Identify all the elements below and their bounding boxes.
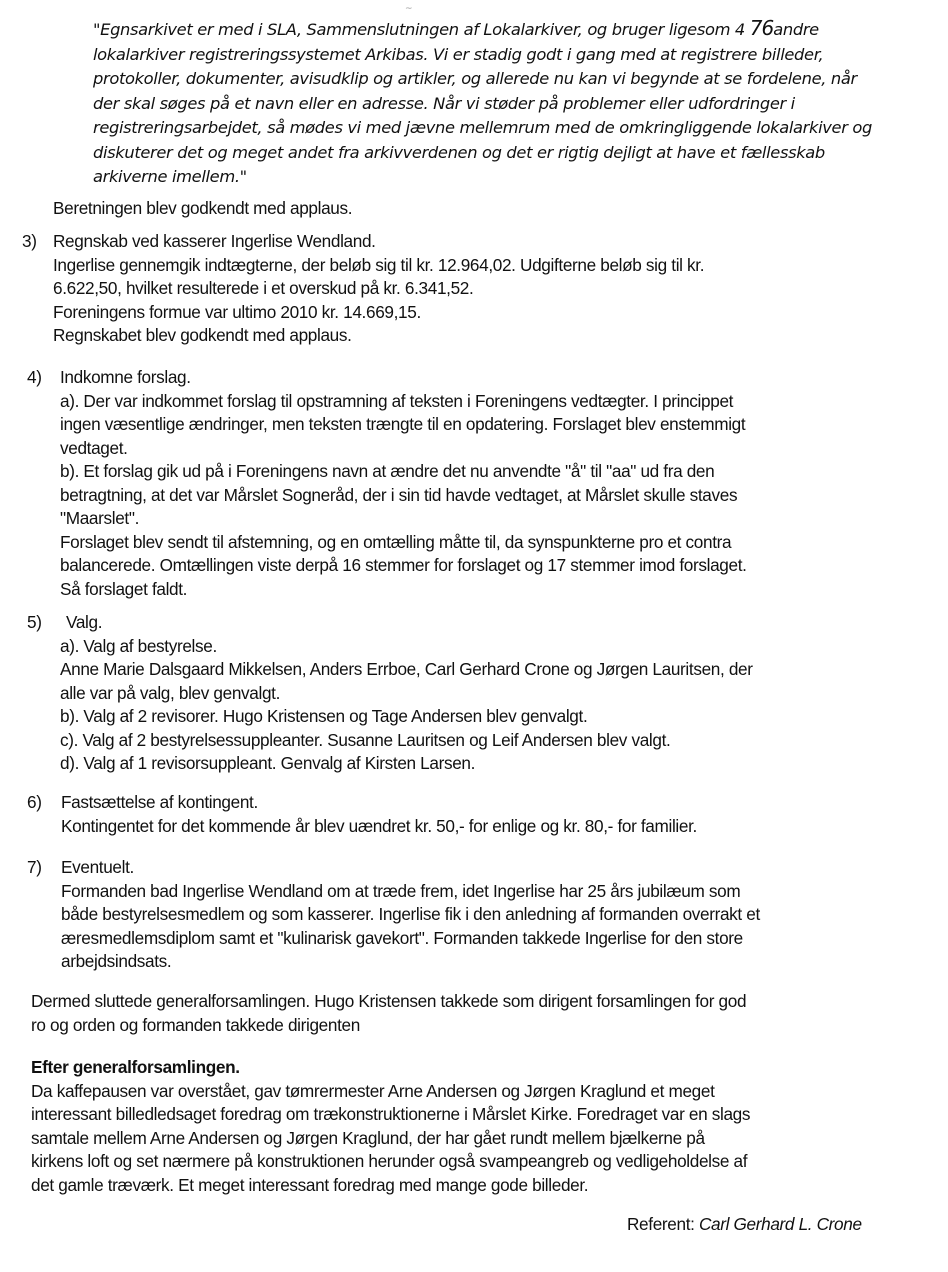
quote-line: protokoller, dokumenter, avisudklip og artikler, og allerede nu kan vi begynde at se fordelene, når	[93, 69, 857, 88]
after-heading: Efter generalforsamlingen.	[31, 1057, 240, 1077]
quote-line: der skal søges på et navn eller en adresse. Når vi støder på problemer eller udfordringer i	[93, 93, 795, 113]
signature	[627, 1213, 862, 1237]
beretning-approved: Beretningen blev godkendt med applaus.	[53, 198, 353, 218]
scan-mark: ~	[405, 4, 413, 14]
after-section: Efter generalforsamlingen. Da kaffepausen var overstået, gav tømrermester Arne Andersen og Jørgen Kraglund et meget interessant billedledsaget foredrag om trækonstruktionerne i Mårslet Kirke. Foredraget var en slags samtale mellem Arne Andersen og Jørgen Kraglund, der har gået rundt mellem bjælkerne på kirkens loft og set nærmere på konstruktionen herunder også svampeangreb og vedligeholdelse af det gamle træværk. Et meget interessant foredrag med mange gode billeder.	[31, 1057, 751, 1195]
section-number: 6)	[27, 792, 42, 812]
handwritten-annotation: 76	[749, 16, 774, 40]
section-title: Fastsættelse af kontingent.	[61, 792, 258, 812]
section-title: Eventuelt.	[61, 857, 134, 877]
section-title: Valg.	[66, 612, 103, 632]
signature-name: Carl Gerhard L. Crone	[699, 1214, 862, 1234]
quote-line: registreringsarbejdet, så mødes vi med jævne mellemrum med de omkringliggende lokalarkiver og	[93, 118, 872, 137]
section-title: Regnskab ved kasserer Ingerlise Wendland.	[53, 231, 376, 251]
closing-paragraph: Dermed sluttede generalforsamlingen. Hugo Kristensen takkede som dirigent forsamlingen for god ro og orden og formanden takkede dirigenten	[31, 991, 747, 1035]
quote-line: lokalarkiver registreringssystemet Arkibas. Vi er stadig godt i gang med at registrere billeder,	[93, 44, 824, 64]
section-number: 5)	[27, 612, 42, 632]
quote-line: diskuterer det og meget andet fra arkivverdenen og det er rigtig dejligt at have et fællesskab	[93, 142, 825, 162]
section-number: 4)	[27, 367, 42, 387]
section-title: Indkomne forslag.	[60, 367, 191, 387]
quote-line: "Egnsarkivet er med i SLA, Sammenslutningen af Lokalarkiver, og bruger ligesom 4 76andre	[93, 16, 819, 40]
section-number: 3)	[22, 231, 37, 251]
quote-line: arkiverne imellem."	[93, 167, 247, 186]
section-number: 7)	[27, 857, 42, 877]
signature-label: Referent:	[627, 1214, 695, 1234]
quote-paragraph	[93, 16, 923, 190]
document-page: ~ "Egnsarkivet er med i SLA, Sammenslutningen af Lokalarkiver, og bruger ligesom 4 76andre lokalarkiver registreringssystemet Arkibas. Vi er stadig godt i gang med at registrere billeder, protokoller, dokumenter, avisudklip og artikler, og allerede nu kan vi begynde at se fordelene, når der skal søges på et navn eller en adresse. Når vi støder på problemer eller udfordringer i registreringsarbejdet, så mødes vi med jævne mellemrum med de omkringliggende lokalarkiver og diskuterer det og meget andet fra arkivverdenen og det er rigtig dejligt at have et fællesskab arkiverne imellem." Beretningen blev godkendt med applaus. 3) Regnskab ved kasserer Ingerlise Wendland. Ingerlise gennemgik indtægterne, der beløb sig til kr. 12.964,02. Udgifterne beløb sig til kr. 6.622,50, hvilket resulterede i et overskud på kr. 6.341,52. Foreningens formue var ultimo 2010 kr. 14.669,15. Regnskabet blev godkendt med applaus. 4) Indkomne forslag. a). Der var indkommet forslag til opstramning af teksten i Foreningens vedtægter. I princippet ingen væsentlige ændringer, men teksten trængte til en opdatering. Forslaget blev enstemmigt vedtaget. b). Et forslag gik ud på i Foreningens navn at ændre det nu anvendte "å" til "aa" ud fra den betragtning, at det var Mårslet Sogneråd, der i sin tid havde vedtaget, at Mårslet skulle staves "Maarslet". Forslaget blev sendt til afstemning, og en omtælling måtte til, da synspunkterne pro et contra balancerede. Omtællingen viste derpå 16 stemmer for forslaget og 17 stemmer imod forslaget. Så forslaget faldt. 5) Valg. a). Valg af bestyrelse. Anne Marie Dalsgaard Mikkelsen, Anders Errboe, Carl Gerhard Crone og Jørgen Lauritsen, der alle var på valg, blev genvalgt. b). Valg af 2 revisorer. Hugo Kristensen og Tage Andersen blev genvalgt. c). Valg af 2 bestyrelsessuppleanter. Susanne Lauritsen og Leif Andersen blev valgt. d). Valg af 1 revisorsuppleant. Genvalg af Kirsten Larsen. 6) Fastsættelse af kontingent. Kontingentet for det kommende år blev uændret kr. 50,- for enlige og kr. 80,- for familier. 7) Eventuelt. Formanden bad Ingerlise Wendland om at træde frem, idet Ingerlise har 25 års jubilæum som både bestyrelsesmedlem og som kasserer. Ingerlise fik i den anledning af formanden overrakt et æresmedlemsdiplom samt et "kulinarisk gavekort". Formanden takkede Ingerlise for den store arbejdsindsats. Dermed sluttede generalforsamlingen. Hugo Kristensen takkede som dirigent forsamlingen for god ro og orden og formanden takkede dirigenten Efter generalforsamlingen. Da kaffepausen var overstået, gav tømrermester Arne Andersen og Jørgen Kraglund et meget interessant billedledsaget foredrag om trækonstruktionerne i Mårslet Kirke. Foredraget var en slags samtale mellem Arne Andersen og Jørgen Kraglund, der har gået rundt mellem bjælkerne på kirkens loft og set nærmere på konstruktionen herunder også svampeangreb og vedligeholdelse af det gamle træværk. Et meget interessant foredrag med mange gode billeder. Referent: Carl Gerhard L. Crone	[0, 0, 948, 1272]
